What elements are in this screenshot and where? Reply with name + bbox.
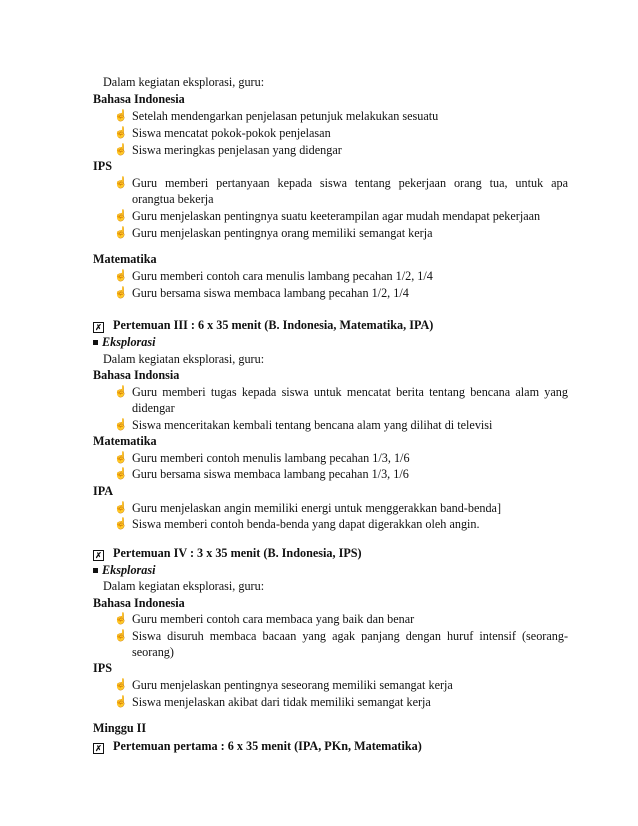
pointing-hand-icon: ☝	[114, 270, 128, 282]
checkbox-x-icon: ✗	[93, 743, 104, 754]
subject-heading-matematika: Matematika	[93, 434, 157, 448]
list-item-text: Siswa menceritakan kembali tentang bencana alam yang dilihat di televisi	[132, 418, 493, 432]
meeting-heading-text: Pertemuan IV : 3 x 35 menit (B. Indonesia, IPS)	[113, 546, 362, 560]
list-item-text: Guru bersama siswa membaca lambang pecahan 1/3, 1/6	[132, 467, 409, 481]
meeting-heading-text: Pertemuan III : 6 x 35 menit (B. Indonesia, Matematika, IPA)	[113, 318, 434, 332]
list-item-text: Siswa mencatat pokok-pokok penjelasan	[132, 126, 331, 140]
subject-heading-ipa: IPA	[93, 484, 114, 498]
list-item-text: Guru menjelaskan angin memiliki energi untuk menggerakkan band-benda]	[132, 501, 502, 515]
list-item-text: Guru memberi contoh menulis lambang pecahan 1/3, 1/6	[132, 451, 410, 465]
pointing-hand-icon: ☝	[114, 518, 128, 530]
meeting-heading	[93, 317, 568, 334]
pointing-hand-icon: ☝	[114, 227, 128, 239]
list-item-text: Guru menjelaskan pentingnya orang memiliki semangat kerja	[132, 226, 433, 240]
subject-heading-matematika: Matematika	[93, 252, 157, 266]
list-item-text: Siswa disuruh membaca bacaan yang agak panjang dengan huruf intensif (seorang-	[132, 629, 568, 643]
list-item-text: Setelah mendengarkan penjelasan petunjuk melakukan sesuatu	[132, 109, 439, 123]
meeting-heading	[93, 545, 568, 562]
pointing-hand-icon: ☝	[114, 630, 128, 642]
list-item-text: Guru bersama siswa membaca lambang pecahan 1/2, 1/4	[132, 286, 409, 300]
list-item-text: seorang)	[132, 645, 174, 659]
week-heading: Minggu II	[93, 721, 147, 735]
checkbox-x-icon: ✗	[93, 550, 104, 561]
list-item-text: orangtua bekerja	[132, 192, 214, 206]
pointing-hand-icon: ☝	[114, 386, 128, 398]
phase-heading	[93, 562, 568, 579]
subject-heading-ips: IPS	[93, 661, 112, 675]
list-item-text: didengar	[132, 401, 175, 415]
list-item-text: Siswa menjelaskan akibat dari tidak memiliki semangat kerja	[132, 695, 431, 709]
intro-text: Dalam kegiatan eksplorasi, guru:	[103, 579, 265, 593]
list-item-text: Guru menjelaskan pentingnya suatu keeterampilan agar mudah mendapat pekerjaan	[132, 209, 541, 223]
pointing-hand-icon: ☝	[114, 452, 128, 464]
pointing-hand-icon: ☝	[114, 502, 128, 514]
subject-heading-bahasa: Bahasa Indonesia	[93, 596, 185, 610]
list-item-text: Guru memberi tugas kepada siswa untuk mencatat berita tentang bencana alam yang	[132, 385, 568, 399]
square-bullet-icon	[93, 340, 98, 345]
checkbox-x-icon: ✗	[93, 322, 104, 333]
list-item-text: Guru memberi contoh cara menulis lambang pecahan 1/2, 1/4	[132, 269, 433, 283]
list-item-text: Siswa meringkas penjelasan yang didengar	[132, 143, 342, 157]
pointing-hand-icon: ☝	[114, 696, 128, 708]
pointing-hand-icon: ☝	[114, 144, 128, 156]
pointing-hand-icon: ☝	[114, 287, 128, 299]
pointing-hand-icon: ☝	[114, 210, 128, 222]
square-bullet-icon	[93, 568, 98, 573]
subject-heading-ips: IPS	[93, 159, 112, 173]
pointing-hand-icon: ☝	[114, 468, 128, 480]
list-item-text: Guru menjelaskan pentingnya seseorang memiliki semangat kerja	[132, 678, 453, 692]
phase-heading-text: Eksplorasi	[102, 335, 156, 349]
pointing-hand-icon: ☝	[114, 177, 128, 189]
intro-text: Dalam kegiatan eksplorasi, guru:	[103, 352, 265, 366]
pointing-hand-icon: ☝	[114, 613, 128, 625]
list-item-text: Guru memberi pertanyaan kepada siswa tentang pekerjaan orang tua, untuk apa	[132, 176, 568, 190]
pointing-hand-icon: ☝	[114, 110, 128, 122]
pointing-hand-icon: ☝	[114, 679, 128, 691]
pointing-hand-icon: ☝	[114, 127, 128, 139]
subject-heading-bahasa: Bahasa Indonsia	[93, 368, 180, 382]
phase-heading-text: Eksplorasi	[102, 563, 156, 577]
meeting-heading	[93, 738, 568, 755]
list-item-text: Guru memberi contoh cara membaca yang baik dan benar	[132, 612, 415, 626]
phase-heading	[93, 334, 568, 351]
meeting-heading-text: Pertemuan pertama : 6 x 35 menit (IPA, PKn, Matematika)	[113, 739, 422, 753]
subject-heading-bahasa: Bahasa Indonesia	[93, 92, 185, 106]
pointing-hand-icon: ☝	[114, 419, 128, 431]
list-item-text: Siswa memberi contoh benda-benda yang dapat digerakkan oleh angin.	[132, 517, 480, 531]
intro-text: Dalam kegiatan eksplorasi, guru:	[103, 75, 265, 89]
